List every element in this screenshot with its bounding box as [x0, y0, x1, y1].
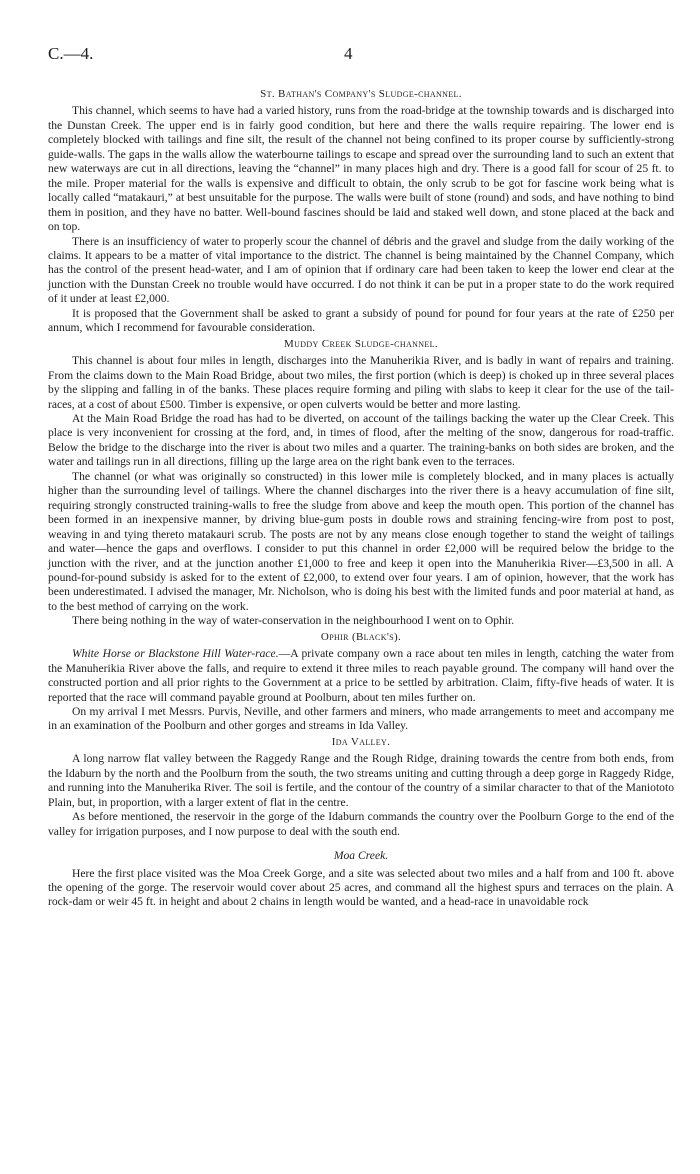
paragraph: It is proposed that the Government shall be asked to grant a subsidy of pound for pound for four years at the rate of £250 per annum, which I recommend for favourable consideration. — [48, 306, 674, 335]
document-reference: C.—4. — [48, 44, 94, 63]
paragraph: The channel (or what was originally so constructed) in this lower mile is completely blocked, and in many places is actually higher than the surrounding level of tailings. Where the channel discharges into the river there is a heavy accumulation of fine silt, requiring strongly constructed training-walls to free the sludge from above and keep the mouth open. This portion of the channel has been formed in an inexpensive manner, by driving blue-gum posts in double rows and straining fencing-wire from post to post, weaving in and tying thereto matakauri scrub. The posts are not by any means close enough together to stand the weight of tailings and water—hence the gaps and overflows. I consider to put this channel in order £2,000 will be required below the bridge to the junction with the river, and at the junction another £1,000 to free and keep it open into the Manuherikia River—£3,500 in all. A pound-for-pound subsidy is asked for to the extent of £2,000, to extend over four years. I am of opinion, however, that the work has been underestimated. I advised the manager, Mr. Nicholson, who is doing his best with the limited funds and poor material at hand, as to the best method of carrying on the work. — [48, 469, 674, 613]
paragraph: At the Main Road Bridge the road has had to be diverted, on account of the tailings backing the water up the Clear Creek. This place is very inconvenient for crossing at the ford, and, in times of flood, after the melting of the snow, dangerous for road-traffic. Below the bridge to the discharge into the river is about two miles and a quarter. The training-banks on both sides are broken, and the water and tailings run in all directions, filling up the large area on the right bank even to the terraces. — [48, 411, 674, 469]
paragraph: As before mentioned, the reservoir in the gorge of the Idaburn commands the country over the Poolburn Gorge to the end of the valley for irrigation purposes, and I now purpose to deal with the south end. — [48, 810, 674, 838]
section-heading-moa-creek: Moa Creek. — [333, 849, 389, 863]
paragraph: This channel is about four miles in length, discharges into the Manuherikia River, and is badly in want of repairs and training. From the claims down to the Main Road Bridge, about two miles, the first portion (which is deep) is choked up in three several places by the slipping and falling in of the banks. These places require forming and piling with slabs to keep it clear for the use of the tail-races, at a cost of about £500. Timber is expensive, or open culverts would be better and more lasting. — [48, 354, 674, 411]
paragraph: A long narrow flat valley between the Raggedy Range and the Rough Ridge, draining towards the centre from both ends, from the Idaburn by the north and the Poolburn from the south, the two streams uniting and cutting through a deep gorge in Raggedy Ridge, and running into the Manuherika River. The soil is fertile, and the contour of the country of a similar character to that of the Maniototo Plain, but, in proportion, with a larger extent of flat in the centre. — [48, 752, 674, 809]
section-heading-st-bathans: St. Bathan's Company's Sludge-channel. — [260, 88, 462, 100]
paragraph: This channel, which seems to have had a varied history, runs from the road-bridge at the township towards and is discharged into the Dunstan Creek. The upper end is in fairly good condition, but here and there the walls require repairing. The lower end is completely blocked with tailings and fine silt, the result of the channel not being confined to its proper course by sufficiently-strong guide-walls. The gaps in the walls allow the waterbourne tailings to escape and spread over the surrounding land to such an extent that new waterways are cut in all directions, leaving the “channel” in many places high and dry. There is a good fall for scour of 25 ft. to the mile. Proper material for the walls is expensive and difficult to obtain, the only scrub to be got for fascine work being what is locally called “matakauri,” at best unsuitable for the purpose. The walls were built of stone (round) and sods, and have nothing to bind them in position, and they have no batter. Well-bound fascines should be laid and staked well down, and stone placed at the back and on top. — [48, 104, 674, 234]
paragraph: There is an insufficiency of water to properly scour the channel of débris and the gravel and sludge from the daily working of the claims. It appears to be a matter of vital importance to the district. The channel is being maintained by the Channel Company, which has the control of the present head-water, and I am of opinion that if ordinary care had been taken to keep the lower end clear at the junction with the Dunstan Creek no trouble would have occurred. I do not think it can be put in a proper state to do the work required of it under at least £2,000. — [48, 234, 674, 306]
paragraph-water-race — [48, 647, 674, 705]
section-heading-ida-valley: Ida Valley. — [331, 735, 391, 748]
section-heading-muddy-creek: Muddy Creek Sludge-channel. — [284, 337, 438, 350]
page-header — [48, 44, 674, 64]
paragraph: On my arrival I met Messrs. Purvis, Neville, and other farmers and miners, who made arrangements to meet and accompany me in an examination of the Poolburn and other gorges and streams in Ida Valley. — [48, 705, 674, 733]
page-number: 4 — [344, 44, 353, 63]
water-race-title: White Horse or Blackstone Hill Water-race. — [72, 647, 279, 661]
paragraph: There being nothing in the way of water-conservation in the neighbourhood I went on to Ophir. — [72, 614, 515, 628]
paragraph: Here the first place visited was the Moa Creek Gorge, and a site was selected about two miles and a half from and 100 ft. above the opening of the gorge. The reservoir would cover about 25 acres, and command all the highest spurs and terraces on the plain. A rock-dam or weir 45 ft. in height and about 2 chains in length would be wanted, and a head-race in unavoidable rock — [48, 866, 674, 909]
section-heading-ophir: Ophir (Black's). — [320, 630, 402, 643]
water-race-text: —A private company own a race about ten miles in length, catching the water from the Manuherikia River above the falls, and require to extend it three miles to reach payable ground. The company will hand over the constructed portion and all prior rights to the Government at a price to be settled by arbitration. Claim, fifty-five heads of water. It is reported that the race will command payable ground at Poolburn, about ten miles further on. — [48, 647, 675, 704]
document-body — [48, 86, 674, 910]
